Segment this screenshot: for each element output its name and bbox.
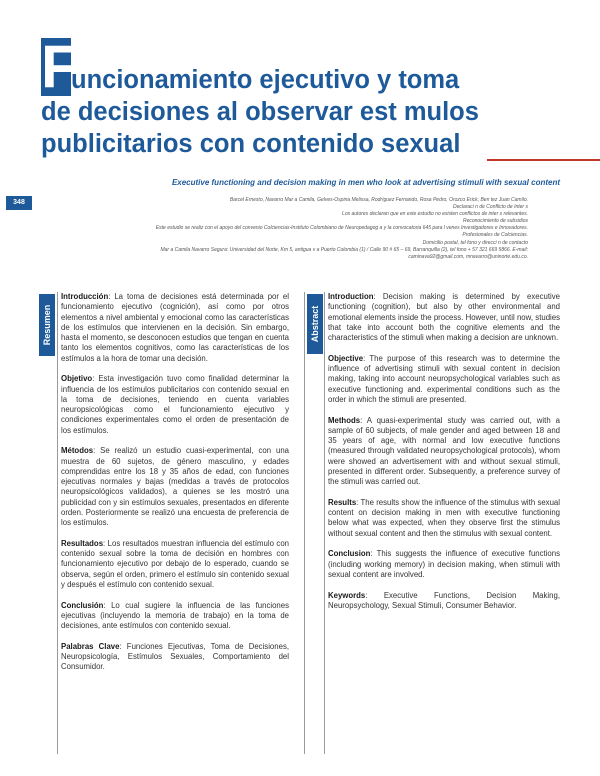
paragraph-text: : Decision making is determined by executive functioning (cognition), but also by other environmental and emotional elements inside the process. However, until now, studies that take into account both the cognitive elements and the characteristics of the stimuli when making a decision are unknown. [328,292,560,342]
resumen-paragraph [61,642,289,673]
abstract-paragraph [328,292,560,343]
paragraph-heading: Resultados [61,538,104,548]
abstract-paragraph [328,549,560,580]
abstract-tab [307,294,323,354]
title-line-1: uncionamiento ejecutivo y toma [71,66,460,94]
title-line-2: de decisiones al observar est mulos [41,98,479,126]
paragraph-heading: Methods [328,415,361,425]
abstract-paragraph [328,591,560,612]
column-divider-middle [304,292,305,754]
title-line-3: publicitarios con contenido sexual [41,130,461,158]
paragraph-text: : This suggests the influence of executive functions (including working memory) in decision making, when stimuli with sexual content are involved. [328,549,560,579]
paragraph-heading: Keywords [328,590,366,600]
paragraph-heading: Palabras Clave [61,641,120,651]
abstract-paragraph [328,416,560,488]
paragraph-heading: Conclusion [328,549,371,559]
english-subtitle: Executive functioning and decision making in men who look at advertising stimuli with sexual content [171,178,560,187]
author-metadata [60,197,528,261]
paragraph-heading: Introduction [328,292,374,301]
paragraph-text: : A quasi-experimental study was carried out, with a sample of 60 subjects, of male gender and aged between 18 and 35 years of age, with normal and low executive functions (measured through validated neuropsychological protocols), whom were showed an advertisement with and without sexual stimuli, presented in different order. Subsequently, a preference survey of the stimuli was carried out. [328,415,560,486]
meta-funding-heading: Reconocimiento de subsidios [462,218,528,225]
paragraph-text: : Executive Functions, Decision Making, Neuropsychology, Sexual Stimuli, Consumer Behavior. [328,590,560,610]
paragraph-heading: Objetivo [61,374,93,384]
abstract-paragraph [328,498,560,539]
paragraph-text: : Los resultados muestran influencia del estímulo con contenido sexual sobre la toma de decisión en hombres con funcionamiento ejecutivo por debajo de lo esperado, cuando se observa, según el orden, primero el estímulo sin contenido sexual y después el estímulo con contenido sexual. [61,538,289,589]
title-accent-rule [487,159,600,161]
paragraph-heading: Conclusión [61,600,104,610]
abstract-tab-label: Abstract [310,305,320,343]
meta-authors: Barcel Ernesto, Navarro Mar a Camila, Gelves-Ospina Melissa, Rodríguez Fernando, Rosa Pedro, Orozco Erick, Ben tez Juan Camilo. [229,197,528,203]
paragraph-text: : The results show the influence of the stimulus with sexual content on decision making in men with executive functioning below what was expected, when they observe first the stimulus without sexual content and then the stimulus with sexual content. [328,497,560,538]
meta-contact-email: caminava92@gmail.com, mnavarro@uninorte.edu.co. [408,253,528,260]
meta-contact-heading: Domicilio postal, tel fono y direcci n de contacto [422,239,528,246]
column-divider-right [324,292,325,754]
meta-funding-text-2: Profesionales de Colciencias. [462,232,528,239]
paragraph-text: : Se realizó un estudio cuasi-experimental, con una muestra de 60 sujetos, de género masculino, y edades comprendidas entre los 18 y 35 años de edad, con funciones ejecutivas normales y bajas (medidas a través de protocolos neuropsicológicos validados), a quienes se les mostró una publicidad con y sin estímulos sexuales, presentados en diferente orden. Posteriormente se realizó una encuesta de preferencia de los estímulos. [61,446,289,527]
resumen-paragraph [61,539,289,590]
page-number: 348 [6,196,32,210]
paragraph-heading: Objective [328,353,364,363]
resumen-paragraph [61,601,289,632]
resumen-paragraph [61,374,289,436]
resumen-paragraph [61,446,289,528]
paragraph-text: : The purpose of this research was to determine the influence of advertising stimuli with sexual content in decision making, taking into account neuropsychological variables such as executive functioning and. experimental conditions such as the order in which the stimuli are presented. [328,353,560,404]
column-divider-left [57,292,58,754]
abstract-paragraph [328,354,560,405]
paragraph-heading: Introducción [61,292,109,301]
meta-contact-address: Mar a Camila Navarro Segura: Universidad del Norte, Km 5, antigua v a Puerto Colombia (1) / Calle 90 # 65 – 69, Barranquilla (2), tel fono + 57 321 669 5866. E-mail: [160,246,528,253]
title-drop-cap: F [41,33,78,100]
paragraph-text: : Lo cual sugiere la influencia de las funciones ejecutivas (incluyendo la memoria de trabajo) en la toma de decisiones, ante estímulos con contenido sexual. [61,600,289,630]
meta-conflict-heading: Declaraci n de Conflicto de Inter s [452,204,528,211]
resumen-tab [39,294,55,356]
paragraph-heading: Métodos [61,446,94,456]
paragraph-heading: Results [328,497,357,507]
abstract-column [328,292,560,622]
resumen-column [61,292,289,683]
meta-funding-text: Este estudio se realiz con el apoyo del convenio Colciencias-Instituto Colombiano de Neuropedagog a y la convocatoria 645 para l venes Investigadores e Innovadores. [155,225,528,232]
meta-conflict-text: Los autores declaran que en este estudio no existen conflictos de inter s relevantes. [342,211,528,218]
article-title [41,64,561,160]
resumen-paragraph [61,292,289,364]
paragraph-text: : Funciones Ejecutivas, Toma de Decisiones, Neuropsicología, Estímulos Sexuales, Comportamiento del Consumidor. [61,641,290,672]
paragraph-text: : Esta investigación tuvo como finalidad determinar la influencia de los estímulos publicitarios con contenido sexual en la toma de decisiones, teniendo en cuenta variables neuropsicológicas como el funcionamiento ejecutivo y condiciones experimentales como el orden de presentación de los estímulos. [61,374,289,435]
resumen-tab-label: Resumen [42,304,52,346]
paragraph-text: : La toma de decisiones está determinada por el funcionamiento ejecutivo (cognición), así como por otros elementos a nivel ambiental y emocional como las características de los estímulos que intervienen en la decisión. Sin embargo, hasta el momento, se desconocen estudios que tengan en cuenta tanto los elementos cognitivos, como las características de los estímulos a la hora de tomar una decisión. [61,292,289,363]
